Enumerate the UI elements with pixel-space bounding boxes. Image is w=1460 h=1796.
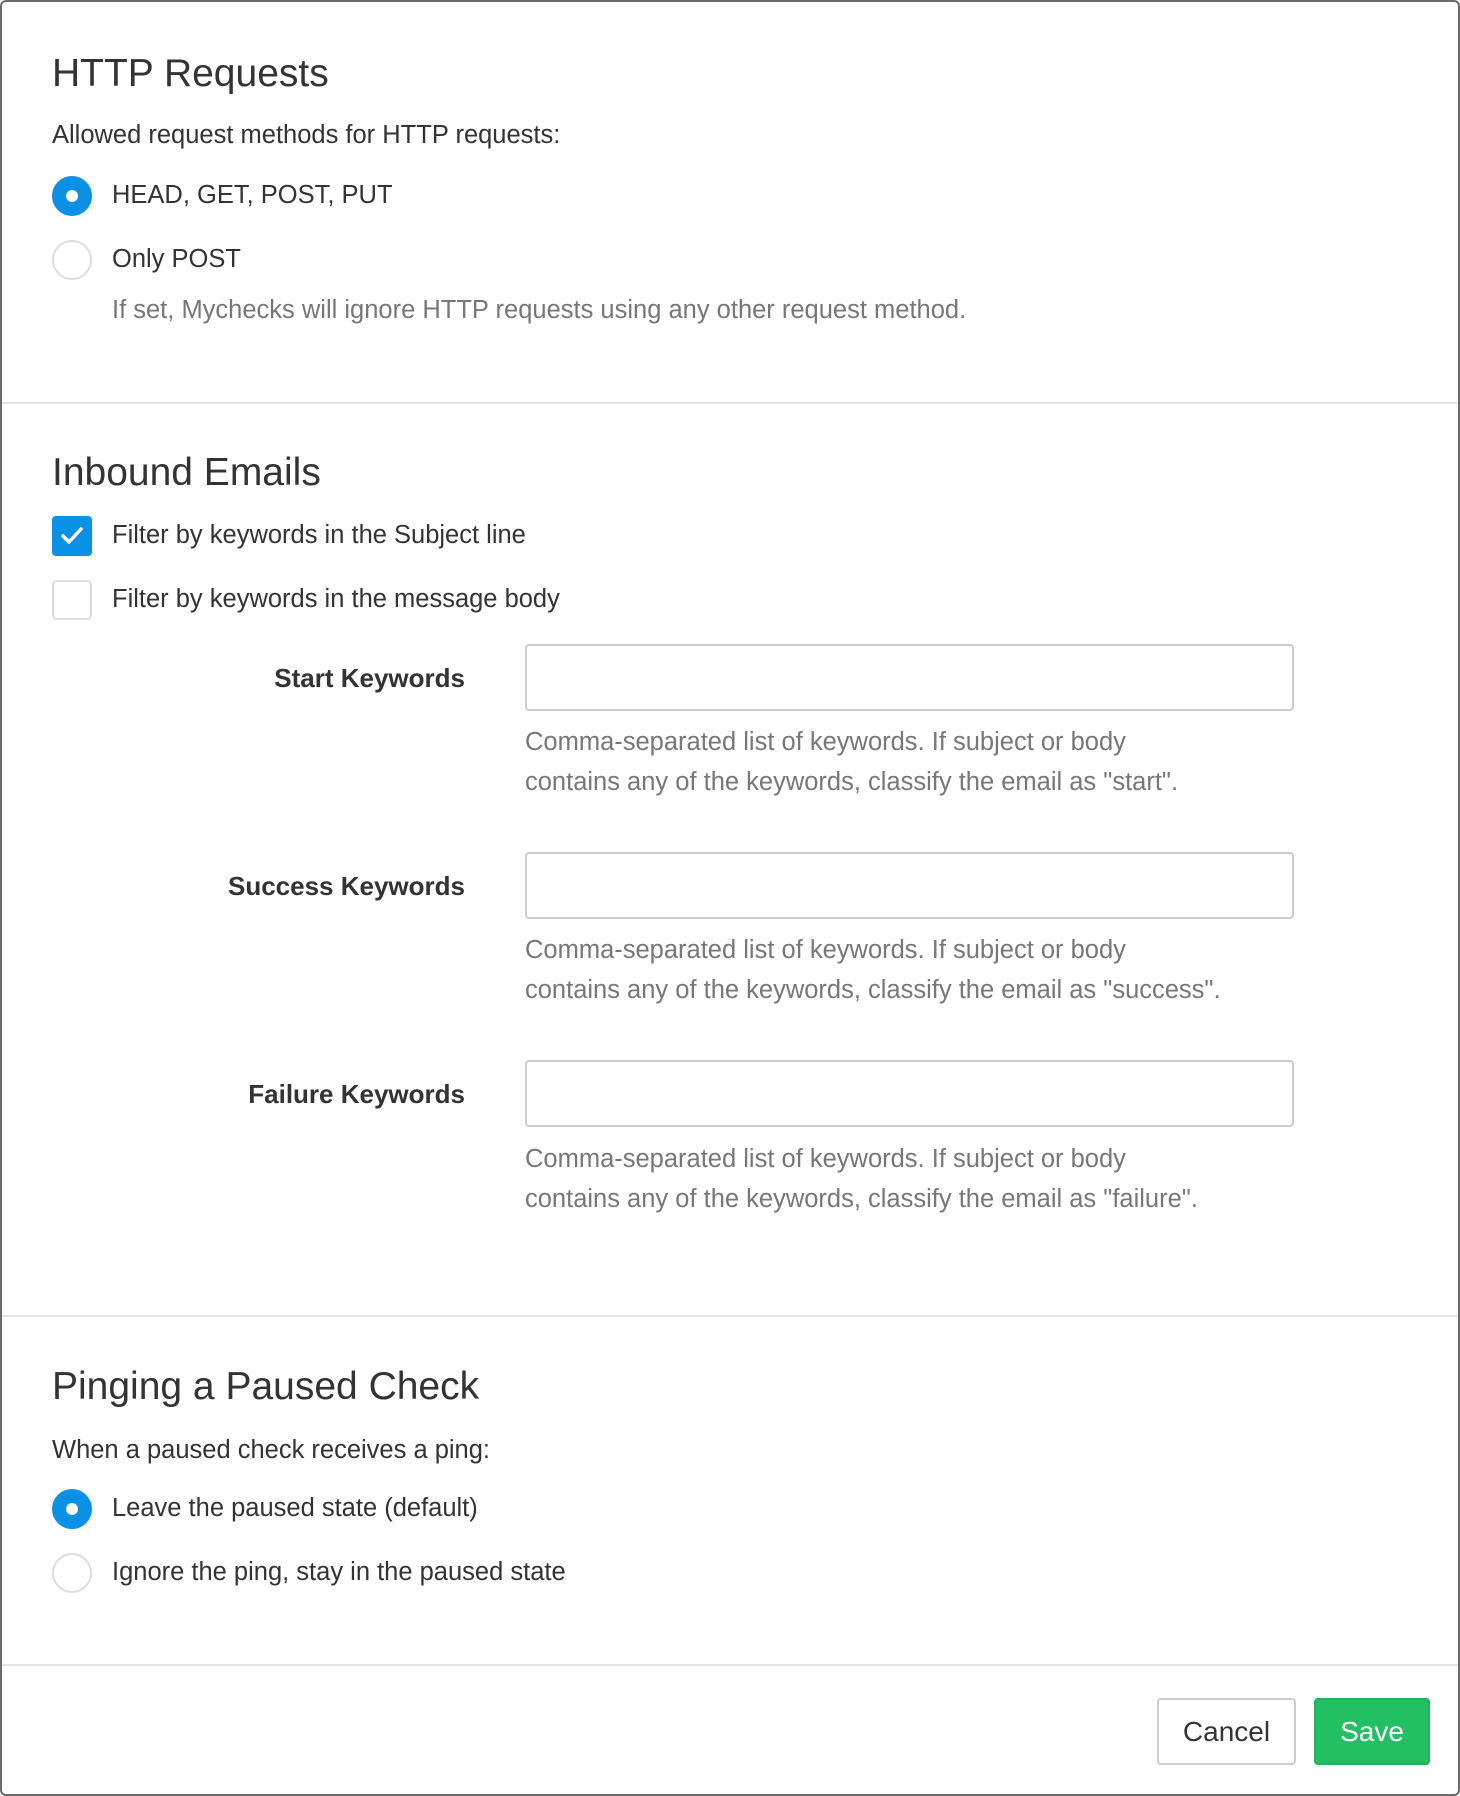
success-keywords-label: Success Keywords <box>227 871 465 901</box>
checkmark-icon <box>54 518 90 554</box>
start-keywords-input[interactable] <box>525 644 1294 711</box>
save-button[interactable]: Save <box>1314 1698 1430 1765</box>
checkbox-filter-body[interactable] <box>52 580 92 620</box>
failure-keywords-help: contains any of the keywords, classify the email as "failure". <box>525 1185 1198 1213</box>
radio-http-only-post[interactable] <box>52 240 92 280</box>
paused-prompt: When a paused check receives a ping: <box>52 1436 491 1464</box>
radio-label[interactable]: Ignore the ping, stay in the paused state <box>112 1558 566 1586</box>
http-prompt: Allowed request methods for HTTP requests: <box>52 121 561 149</box>
cancel-button[interactable]: Cancel <box>1157 1698 1296 1765</box>
divider <box>2 1315 1458 1317</box>
start-keywords-help: contains any of the keywords, classify the email as "start". <box>525 768 1179 796</box>
radio-http-all-methods[interactable] <box>52 176 92 216</box>
radio-label[interactable]: HEAD, GET, POST, PUT <box>112 181 393 209</box>
start-keywords-help: Comma-separated list of keywords. If subject or body <box>525 728 1126 756</box>
paused-section-title: Pinging a Paused Check <box>52 1365 480 1408</box>
checkbox-label[interactable]: Filter by keywords in the message body <box>112 585 560 613</box>
success-keywords-input[interactable] <box>525 852 1294 919</box>
http-help-text: If set, Mychecks will ignore HTTP requests using any other request method. <box>112 296 967 324</box>
radio-label[interactable]: Only POST <box>112 245 241 273</box>
checkbox-filter-subject[interactable] <box>52 516 92 556</box>
radio-leave-paused[interactable] <box>52 1489 92 1529</box>
checkbox-label[interactable]: Filter by keywords in the Subject line <box>112 521 526 549</box>
radio-label[interactable]: Leave the paused state (default) <box>112 1494 478 1522</box>
emails-section-title: Inbound Emails <box>52 451 321 494</box>
success-keywords-help: Comma-separated list of keywords. If subject or body <box>525 936 1126 964</box>
start-keywords-label: Start Keywords <box>274 663 465 693</box>
failure-keywords-label: Failure Keywords <box>248 1079 465 1109</box>
failure-keywords-input[interactable] <box>525 1060 1294 1127</box>
divider <box>2 402 1458 404</box>
http-section-title: HTTP Requests <box>52 52 329 95</box>
radio-ignore-ping[interactable] <box>52 1553 92 1593</box>
failure-keywords-help: Comma-separated list of keywords. If subject or body <box>525 1145 1126 1173</box>
footer-divider <box>2 1664 1458 1666</box>
success-keywords-help: contains any of the keywords, classify the email as "success". <box>525 976 1221 1004</box>
